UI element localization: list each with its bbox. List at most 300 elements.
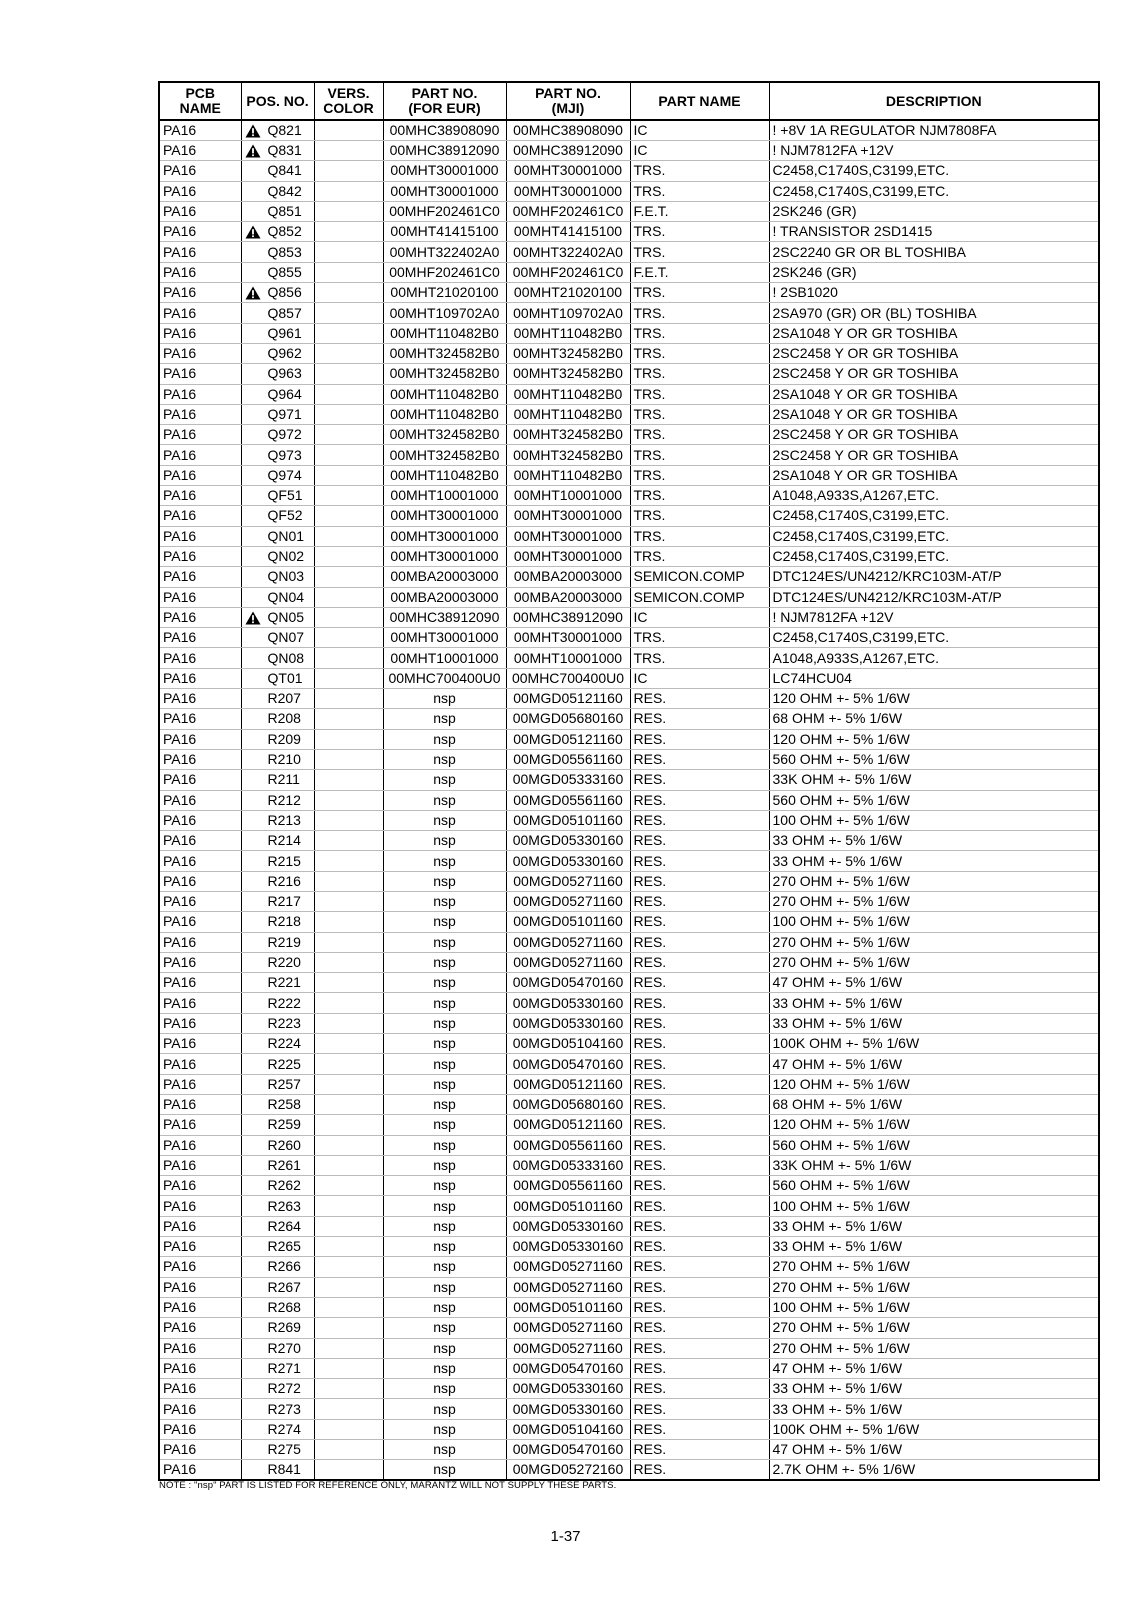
pcb-name-cell: PA16 xyxy=(159,546,241,566)
header-pcb-name xyxy=(159,82,241,120)
part-no-eur-cell: nsp xyxy=(383,1196,506,1216)
vers-color-cell xyxy=(314,871,383,891)
pos-no-label: Q962 xyxy=(267,345,302,362)
pos-no-cell xyxy=(241,506,314,526)
header-part-no-eur xyxy=(383,82,506,120)
pcb-name-cell: PA16 xyxy=(159,1379,241,1399)
description-cell: 120 OHM +- 5% 1/6W xyxy=(769,1115,1099,1135)
table-row xyxy=(159,1176,1099,1196)
part-name-cell: TRS. xyxy=(630,242,769,262)
part-no-eur-cell: 00MHT21020100 xyxy=(383,283,506,303)
pcb-name-cell: PA16 xyxy=(159,1216,241,1236)
pcb-name-cell: PA16 xyxy=(159,445,241,465)
vers-color-cell xyxy=(314,668,383,688)
part-no-mji-cell: 00MHC38912090 xyxy=(506,141,630,161)
part-no-eur-cell: nsp xyxy=(383,810,506,830)
table-row xyxy=(159,465,1099,485)
table-row xyxy=(159,161,1099,181)
description-cell: 120 OHM +- 5% 1/6W xyxy=(769,729,1099,749)
pos-no-label: Q852 xyxy=(267,223,302,240)
pcb-name-cell: PA16 xyxy=(159,506,241,526)
header-mji-line1: PART NO. xyxy=(535,85,601,101)
description-cell: 100K OHM +- 5% 1/6W xyxy=(769,1034,1099,1054)
pos-no-label: Q972 xyxy=(267,426,302,443)
table-row xyxy=(159,364,1099,384)
pos-no-cell xyxy=(241,1176,314,1196)
pos-no-label: QF51 xyxy=(267,487,303,504)
table-row xyxy=(159,201,1099,221)
pos-no-label: QN05 xyxy=(267,608,305,625)
part-name-cell: TRS. xyxy=(630,343,769,363)
description-cell: C2458,C1740S,C3199,ETC. xyxy=(769,161,1099,181)
part-name-cell: RES. xyxy=(630,1419,769,1439)
description-cell: 33 OHM +- 5% 1/6W xyxy=(769,851,1099,871)
part-no-mji-cell: 00MHT110482B0 xyxy=(506,384,630,404)
table-row xyxy=(159,1115,1099,1135)
part-name-cell: RES. xyxy=(630,1460,769,1481)
pos-no-label: R216 xyxy=(267,872,301,889)
part-name-cell: TRS. xyxy=(630,303,769,323)
description-cell: 2SA1048 Y OR GR TOSHIBA xyxy=(769,384,1099,404)
table-row xyxy=(159,1318,1099,1338)
pos-no-label: R841 xyxy=(267,1461,301,1478)
part-no-eur-cell: nsp xyxy=(383,709,506,729)
table-row xyxy=(159,871,1099,891)
part-no-mji-cell: 00MGD05470160 xyxy=(506,1358,630,1378)
pos-no-cell xyxy=(241,1135,314,1155)
part-no-mji-cell: 00MBA20003000 xyxy=(506,587,630,607)
pos-no-label: R225 xyxy=(267,1055,301,1072)
description-cell: 33 OHM +- 5% 1/6W xyxy=(769,1379,1099,1399)
vers-color-cell xyxy=(314,1135,383,1155)
pos-no-cell xyxy=(241,1155,314,1175)
pos-no-label: QN07 xyxy=(267,629,305,646)
part-no-eur-cell: nsp xyxy=(383,1216,506,1236)
table-row xyxy=(159,1237,1099,1257)
part-no-eur-cell: nsp xyxy=(383,749,506,769)
pos-no-label: R269 xyxy=(267,1319,301,1336)
part-no-eur-cell: nsp xyxy=(383,1115,506,1135)
vers-color-cell xyxy=(314,1379,383,1399)
part-no-mji-cell: 00MHC700400U0 xyxy=(506,668,630,688)
description-cell: 560 OHM +- 5% 1/6W xyxy=(769,749,1099,769)
table-row xyxy=(159,526,1099,546)
part-no-mji-cell: 00MHT324582B0 xyxy=(506,445,630,465)
part-name-cell: RES. xyxy=(630,932,769,952)
description-cell: 2SA1048 Y OR GR TOSHIBA xyxy=(769,465,1099,485)
pos-no-cell xyxy=(241,648,314,668)
part-name-cell: RES. xyxy=(630,770,769,790)
part-name-cell: RES. xyxy=(630,749,769,769)
part-no-eur-cell: 00MHT110482B0 xyxy=(383,404,506,424)
pos-no-label: QN03 xyxy=(267,568,305,585)
part-no-eur-cell: 00MHT30001000 xyxy=(383,161,506,181)
description-cell: DTC124ES/UN4212/KRC103M-AT/P xyxy=(769,587,1099,607)
pos-no-label: R222 xyxy=(267,994,301,1011)
pos-no-label: R274 xyxy=(267,1420,301,1437)
table-row xyxy=(159,283,1099,303)
vers-color-cell xyxy=(314,1419,383,1439)
description-cell: C2458,C1740S,C3199,ETC. xyxy=(769,526,1099,546)
pos-no-label: QN04 xyxy=(267,588,305,605)
pcb-name-cell: PA16 xyxy=(159,364,241,384)
part-no-eur-cell: 00MHT324582B0 xyxy=(383,364,506,384)
description-cell: 2SC2458 Y OR GR TOSHIBA xyxy=(769,343,1099,363)
vers-color-cell xyxy=(314,1257,383,1277)
pos-no-label: R260 xyxy=(267,1136,301,1153)
vers-color-cell xyxy=(314,1094,383,1114)
part-no-mji-cell: 00MGD05470160 xyxy=(506,1440,630,1460)
part-no-eur-cell: 00MBA20003000 xyxy=(383,567,506,587)
pos-no-label: R270 xyxy=(267,1339,301,1356)
part-no-mji-cell: 00MBA20003000 xyxy=(506,567,630,587)
pos-no-label: QF52 xyxy=(267,507,303,524)
pcb-name-cell: PA16 xyxy=(159,1196,241,1216)
page-number: 1-37 xyxy=(550,1528,581,1545)
vers-color-cell xyxy=(314,1196,383,1216)
table-row xyxy=(159,1297,1099,1317)
pcb-name-cell: PA16 xyxy=(159,1237,241,1257)
pos-no-cell xyxy=(241,668,314,688)
description-cell: 2SA1048 Y OR GR TOSHIBA xyxy=(769,404,1099,424)
pos-no-label: R266 xyxy=(267,1258,301,1275)
part-no-mji-cell: 00MHT30001000 xyxy=(506,161,630,181)
part-name-cell: TRS. xyxy=(630,546,769,566)
vers-color-cell xyxy=(314,201,383,221)
pos-no-cell xyxy=(241,871,314,891)
part-name-cell: TRS. xyxy=(630,648,769,668)
pcb-name-cell: PA16 xyxy=(159,891,241,911)
vers-color-cell xyxy=(314,222,383,242)
vers-color-cell xyxy=(314,465,383,485)
part-no-mji-cell: 00MHT324582B0 xyxy=(506,425,630,445)
pos-no-cell xyxy=(241,790,314,810)
pcb-name-cell: PA16 xyxy=(159,1419,241,1439)
pos-no-cell xyxy=(241,1277,314,1297)
part-no-eur-cell: nsp xyxy=(383,1094,506,1114)
part-no-eur-cell: nsp xyxy=(383,851,506,871)
pcb-name-cell: PA16 xyxy=(159,1013,241,1033)
description-cell: 47 OHM +- 5% 1/6W xyxy=(769,973,1099,993)
part-no-eur-cell: nsp xyxy=(383,952,506,972)
parts-table xyxy=(158,81,1100,1481)
pos-no-label: R211 xyxy=(267,771,300,788)
vers-color-cell xyxy=(314,526,383,546)
vers-color-cell xyxy=(314,891,383,911)
pos-no-label: Q961 xyxy=(267,324,302,341)
table-row xyxy=(159,445,1099,465)
part-name-cell: TRS. xyxy=(630,364,769,384)
description-cell: 47 OHM +- 5% 1/6W xyxy=(769,1440,1099,1460)
pos-no-label: R258 xyxy=(267,1096,301,1113)
vers-color-cell xyxy=(314,973,383,993)
pcb-name-cell: PA16 xyxy=(159,689,241,709)
description-cell: ! NJM7812FA +12V xyxy=(769,607,1099,627)
part-name-cell: RES. xyxy=(630,1257,769,1277)
part-no-mji-cell: 00MGD05330160 xyxy=(506,1216,630,1236)
header-part-name xyxy=(630,82,769,120)
description-cell: 68 OHM +- 5% 1/6W xyxy=(769,1094,1099,1114)
pos-no-label: Q851 xyxy=(267,203,302,220)
pcb-name-cell: PA16 xyxy=(159,141,241,161)
pos-no-cell xyxy=(241,831,314,851)
table-row xyxy=(159,506,1099,526)
pcb-name-cell: PA16 xyxy=(159,384,241,404)
part-no-eur-cell: nsp xyxy=(383,770,506,790)
part-no-eur-cell: 00MHT110482B0 xyxy=(383,323,506,343)
table-row xyxy=(159,709,1099,729)
pos-no-cell xyxy=(241,1297,314,1317)
part-no-mji-cell: 00MGD05271160 xyxy=(506,1338,630,1358)
part-no-eur-cell: 00MHC38908090 xyxy=(383,120,506,141)
pcb-name-cell: PA16 xyxy=(159,283,241,303)
table-row xyxy=(159,120,1099,141)
pos-no-label: R261 xyxy=(267,1156,301,1173)
pos-no-label: R264 xyxy=(267,1217,301,1234)
description-cell: 33 OHM +- 5% 1/6W xyxy=(769,1399,1099,1419)
part-no-mji-cell: 00MGD05470160 xyxy=(506,973,630,993)
part-name-cell: RES. xyxy=(630,952,769,972)
table-row xyxy=(159,1277,1099,1297)
pcb-name-cell: PA16 xyxy=(159,343,241,363)
part-no-mji-cell: 00MGD05121160 xyxy=(506,1074,630,1094)
pos-no-label: QN01 xyxy=(267,527,305,544)
part-no-eur-cell: nsp xyxy=(383,1399,506,1419)
vers-color-cell xyxy=(314,1318,383,1338)
pos-no-label: R219 xyxy=(267,933,301,950)
part-name-cell: RES. xyxy=(630,1094,769,1114)
part-no-eur-cell: nsp xyxy=(383,1419,506,1439)
description-cell: 270 OHM +- 5% 1/6W xyxy=(769,1318,1099,1338)
pcb-name-cell: PA16 xyxy=(159,161,241,181)
pcb-name-cell: PA16 xyxy=(159,648,241,668)
part-no-eur-cell: 00MHC38912090 xyxy=(383,607,506,627)
pcb-name-cell: PA16 xyxy=(159,729,241,749)
vers-color-cell xyxy=(314,607,383,627)
pcb-name-cell: PA16 xyxy=(159,831,241,851)
pcb-name-cell: PA16 xyxy=(159,1135,241,1155)
part-no-mji-cell: 00MGD05271160 xyxy=(506,1318,630,1338)
part-no-eur-cell: nsp xyxy=(383,1460,506,1481)
part-no-mji-cell: 00MGD05121160 xyxy=(506,689,630,709)
pcb-name-cell: PA16 xyxy=(159,1297,241,1317)
pos-no-label: QN08 xyxy=(267,649,305,666)
pos-no-cell xyxy=(241,932,314,952)
table-row xyxy=(159,1257,1099,1277)
table-row xyxy=(159,952,1099,972)
vers-color-cell xyxy=(314,770,383,790)
header-desc-line1: DESCRIPTION xyxy=(885,92,982,109)
pcb-name-cell: PA16 xyxy=(159,851,241,871)
vers-color-cell xyxy=(314,404,383,424)
part-name-cell: RES. xyxy=(630,790,769,810)
pos-no-cell xyxy=(241,851,314,871)
part-name-cell: TRS. xyxy=(630,465,769,485)
part-no-eur-cell: nsp xyxy=(383,1297,506,1317)
pos-no-cell xyxy=(241,1054,314,1074)
part-name-cell: TRS. xyxy=(630,384,769,404)
pcb-name-cell: PA16 xyxy=(159,1257,241,1277)
pos-no-label: R209 xyxy=(267,730,301,747)
pcb-name-cell: PA16 xyxy=(159,790,241,810)
part-no-mji-cell: 00MHT322402A0 xyxy=(506,242,630,262)
part-name-cell: RES. xyxy=(630,1440,769,1460)
header-eur-line2: (FOR EUR) xyxy=(408,100,481,116)
part-no-mji-cell: 00MGD05330160 xyxy=(506,851,630,871)
pos-no-cell xyxy=(241,689,314,709)
part-no-eur-cell: 00MBA20003000 xyxy=(383,587,506,607)
pcb-name-cell: PA16 xyxy=(159,425,241,445)
part-name-cell: TRS. xyxy=(630,323,769,343)
table-row xyxy=(159,425,1099,445)
description-cell: 270 OHM +- 5% 1/6W xyxy=(769,1277,1099,1297)
part-no-mji-cell: 00MHT30001000 xyxy=(506,181,630,201)
description-cell: 2SA1048 Y OR GR TOSHIBA xyxy=(769,323,1099,343)
part-name-cell: TRS. xyxy=(630,506,769,526)
vers-color-cell xyxy=(314,323,383,343)
pos-no-cell xyxy=(241,770,314,790)
description-cell: ! NJM7812FA +12V xyxy=(769,141,1099,161)
table-row xyxy=(159,831,1099,851)
vers-color-cell xyxy=(314,709,383,729)
header-row xyxy=(159,82,1099,120)
part-no-mji-cell: 00MGD05561160 xyxy=(506,1176,630,1196)
vers-color-cell xyxy=(314,506,383,526)
vers-color-cell xyxy=(314,1176,383,1196)
description-cell: 33K OHM +- 5% 1/6W xyxy=(769,1155,1099,1175)
table-row xyxy=(159,729,1099,749)
vers-color-cell xyxy=(314,120,383,141)
pos-no-cell xyxy=(241,749,314,769)
pcb-name-cell: PA16 xyxy=(159,1318,241,1338)
pos-no-cell xyxy=(241,120,314,141)
description-cell: 120 OHM +- 5% 1/6W xyxy=(769,1074,1099,1094)
part-no-eur-cell: nsp xyxy=(383,1237,506,1257)
table-row xyxy=(159,567,1099,587)
pos-no-label: R221 xyxy=(267,974,301,991)
vers-color-cell xyxy=(314,1297,383,1317)
vers-color-cell xyxy=(314,912,383,932)
table-row xyxy=(159,973,1099,993)
pcb-name-cell: PA16 xyxy=(159,1176,241,1196)
description-cell: 2SC2458 Y OR GR TOSHIBA xyxy=(769,445,1099,465)
pos-no-label: R271 xyxy=(267,1359,301,1376)
pcb-name-cell: PA16 xyxy=(159,709,241,729)
parts-body xyxy=(159,120,1099,1480)
pos-no-cell xyxy=(241,1399,314,1419)
pos-no-cell xyxy=(241,201,314,221)
pos-no-label: R215 xyxy=(267,852,301,869)
pos-no-label: R257 xyxy=(267,1075,301,1092)
description-cell: A1048,A933S,A1267,ETC. xyxy=(769,648,1099,668)
part-no-mji-cell: 00MGD05104160 xyxy=(506,1034,630,1054)
description-cell: 2SC2458 Y OR GR TOSHIBA xyxy=(769,364,1099,384)
pos-no-label: Q974 xyxy=(267,466,302,483)
pos-no-cell xyxy=(241,1237,314,1257)
pos-no-label: R265 xyxy=(267,1238,301,1255)
part-no-mji-cell: 00MHT10001000 xyxy=(506,648,630,668)
pcb-name-cell: PA16 xyxy=(159,749,241,769)
table-row xyxy=(159,587,1099,607)
table-row xyxy=(159,689,1099,709)
part-no-mji-cell: 00MHF202461C0 xyxy=(506,262,630,282)
pos-no-cell xyxy=(241,973,314,993)
vers-color-cell xyxy=(314,1277,383,1297)
part-no-eur-cell: 00MHT324582B0 xyxy=(383,445,506,465)
description-cell: 47 OHM +- 5% 1/6W xyxy=(769,1358,1099,1378)
pos-no-cell xyxy=(241,546,314,566)
vers-color-cell xyxy=(314,303,383,323)
description-cell: 33 OHM +- 5% 1/6W xyxy=(769,993,1099,1013)
vers-color-cell xyxy=(314,1399,383,1419)
description-cell: C2458,C1740S,C3199,ETC. xyxy=(769,546,1099,566)
part-no-eur-cell: 00MHT110482B0 xyxy=(383,465,506,485)
vers-color-cell xyxy=(314,1013,383,1033)
pos-no-cell xyxy=(241,1358,314,1378)
vers-color-cell xyxy=(314,283,383,303)
pos-no-label: R214 xyxy=(267,832,301,849)
pos-no-label: R267 xyxy=(267,1278,301,1295)
part-no-mji-cell: 00MGD05561160 xyxy=(506,749,630,769)
description-cell: 33 OHM +- 5% 1/6W xyxy=(769,831,1099,851)
vers-color-cell xyxy=(314,364,383,384)
part-no-eur-cell: 00MHT110482B0 xyxy=(383,384,506,404)
part-no-eur-cell: nsp xyxy=(383,1277,506,1297)
part-no-mji-cell: 00MGD05680160 xyxy=(506,1094,630,1114)
part-name-cell: TRS. xyxy=(630,425,769,445)
part-no-mji-cell: 00MHT110482B0 xyxy=(506,323,630,343)
part-no-eur-cell: 00MHT324582B0 xyxy=(383,425,506,445)
part-no-mji-cell: 00MHT324582B0 xyxy=(506,343,630,363)
vers-color-cell xyxy=(314,952,383,972)
pcb-name-cell: PA16 xyxy=(159,486,241,506)
vers-color-cell xyxy=(314,486,383,506)
table-row xyxy=(159,749,1099,769)
part-name-cell: F.E.T. xyxy=(630,262,769,282)
pos-no-cell xyxy=(241,1318,314,1338)
part-name-cell: RES. xyxy=(630,1399,769,1419)
pos-no-label: R212 xyxy=(267,791,301,808)
header-pcb-line1: PCB xyxy=(185,85,216,101)
part-no-mji-cell: 00MHT110482B0 xyxy=(506,404,630,424)
pcb-name-cell: PA16 xyxy=(159,1338,241,1358)
description-cell: C2458,C1740S,C3199,ETC. xyxy=(769,181,1099,201)
part-name-cell: RES. xyxy=(630,1135,769,1155)
vers-color-cell xyxy=(314,384,383,404)
table-row xyxy=(159,181,1099,201)
vers-color-cell xyxy=(314,445,383,465)
pos-no-label: R272 xyxy=(267,1380,301,1397)
part-name-cell: RES. xyxy=(630,1074,769,1094)
header-pcb-line2: NAME xyxy=(179,100,221,116)
pos-no-cell xyxy=(241,323,314,343)
pcb-name-cell: PA16 xyxy=(159,120,241,141)
pos-no-label: Q821 xyxy=(267,122,302,138)
description-cell: ! TRANSISTOR 2SD1415 xyxy=(769,222,1099,242)
part-name-cell: TRS. xyxy=(630,222,769,242)
table-row xyxy=(159,1379,1099,1399)
pos-no-label: Q963 xyxy=(267,365,302,382)
vers-color-cell xyxy=(314,1155,383,1175)
table-row xyxy=(159,851,1099,871)
vers-color-cell xyxy=(314,932,383,952)
pos-no-label: Q857 xyxy=(267,304,302,321)
part-name-cell: RES. xyxy=(630,1196,769,1216)
part-no-mji-cell: 00MHT110482B0 xyxy=(506,465,630,485)
vers-color-cell xyxy=(314,993,383,1013)
pos-no-cell xyxy=(241,445,314,465)
part-no-mji-cell: 00MGD05330160 xyxy=(506,1379,630,1399)
